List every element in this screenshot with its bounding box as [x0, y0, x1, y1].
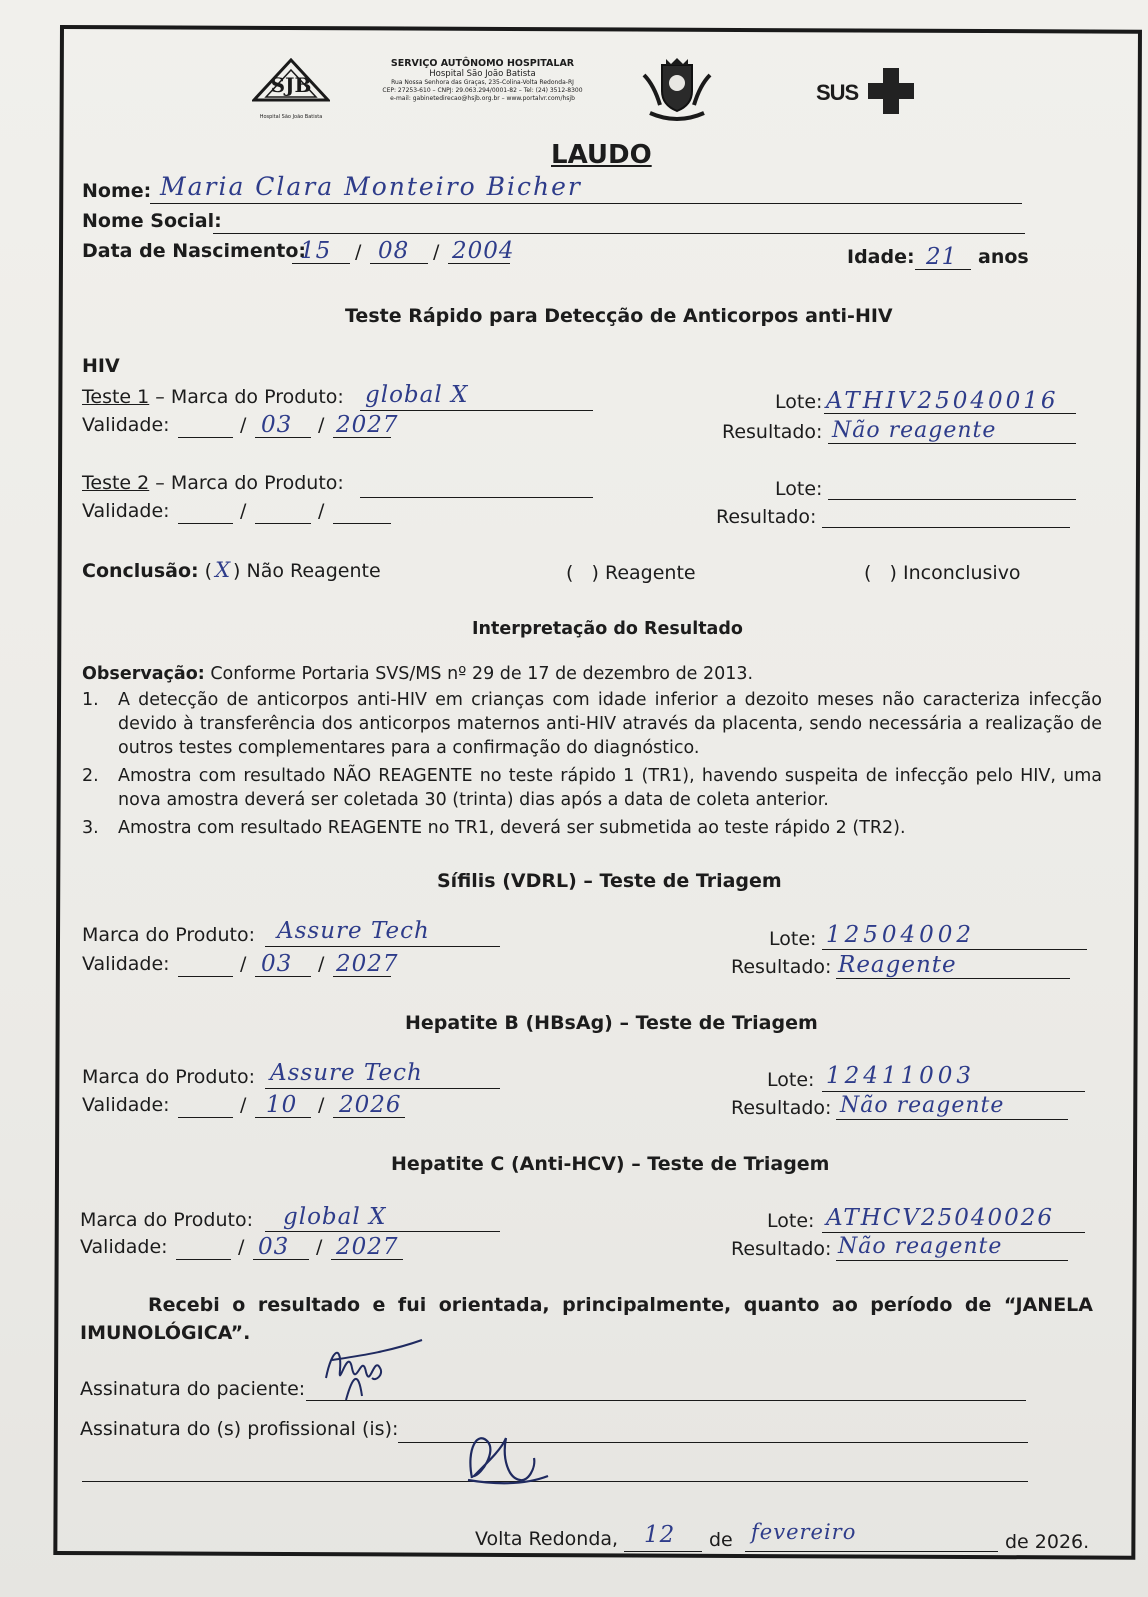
hepb-brand-label: Marca do Produto: — [82, 1066, 256, 1088]
footer-month-line — [745, 1551, 998, 1552]
test2-val-year-line — [333, 523, 391, 524]
page-title: LAUDO — [551, 140, 652, 170]
slash: / — [316, 1236, 323, 1258]
test2-label-row — [82, 472, 344, 494]
observation-line — [82, 664, 753, 684]
hepc-brand-label: Marca do Produto: — [80, 1209, 254, 1231]
checkbox-nao-reagente[interactable]: ( X ) — [204, 558, 241, 582]
interpretation-title: Interpretação do Resultado — [472, 619, 743, 639]
sifilis-lot-line — [822, 949, 1087, 950]
checkbox-reagente[interactable]: ( ) Reagente — [566, 562, 696, 584]
sifilis-brand-label: Marca do Produto: — [82, 924, 256, 946]
sus-logo — [816, 68, 926, 118]
hepb-validity-label: Validade: — [82, 1094, 170, 1116]
name-line — [150, 203, 1022, 204]
test1-label-row — [82, 386, 344, 408]
statement-line-1: Recebi o resultado e fui orientada, principalmente, quanto ao período de “JANELA — [148, 1294, 1093, 1316]
hepc-val-month: 03 — [258, 1234, 290, 1260]
city-coat-of-arms — [636, 55, 718, 123]
logo-caption: Hospital São João Batista — [259, 114, 323, 120]
org-name: SERVIÇO AUTÔNOMO HOSPITALAR — [390, 58, 575, 69]
conclusion-row — [82, 558, 381, 582]
hospital-logo — [252, 58, 330, 120]
footer-day: 12 — [644, 1522, 676, 1548]
hepc-title: Hepatite C (Anti-HCV) – Teste de Triagem — [391, 1153, 830, 1175]
hepb-result-line — [836, 1119, 1068, 1120]
test2-validity-label: Validade: — [82, 500, 170, 522]
footer-year: de 2026. — [1005, 1531, 1090, 1553]
test2-result-label: Resultado: — [716, 506, 817, 528]
sifilis-title: Sífilis (VDRL) – Teste de Triagem — [437, 870, 782, 892]
hepb-val-day-line — [178, 1117, 233, 1118]
hepb-lot-label: Lote: — [767, 1069, 815, 1091]
observation-item-2 — [82, 764, 1102, 812]
observation-label: Observação: — [82, 664, 205, 684]
test1-brand-label: – Marca do Produto: — [149, 386, 344, 408]
hepc-val-year: 2027 — [336, 1234, 399, 1260]
sifilis-val-year: 2027 — [336, 951, 399, 977]
sifilis-validity-label: Validade: — [82, 953, 170, 975]
sifilis-val-day-line — [178, 976, 233, 977]
slash: / — [355, 241, 362, 263]
sifilis-result-line — [836, 978, 1070, 979]
professional-signature-label: Assinatura do (s) profissional (is): — [80, 1418, 399, 1440]
svg-text:SJB: SJB — [270, 73, 312, 97]
observation-text: Conforme Portaria SVS/MS nº 29 de 17 de dezembro de 2013. — [204, 664, 754, 684]
hepb-val-month: 10 — [266, 1092, 298, 1118]
hepb-lot-line — [822, 1091, 1085, 1092]
birth-month: 08 — [378, 238, 410, 264]
test1-result: Não reagente — [832, 418, 997, 443]
test1-val-day-line — [178, 437, 233, 438]
slash: / — [240, 953, 247, 975]
test1-brand: global X — [365, 382, 469, 408]
test1-brand-line — [360, 410, 593, 411]
patient-signature-label: Assinatura do paciente: — [80, 1378, 306, 1400]
test2-result-line — [822, 527, 1070, 528]
hepb-lot: 12411003 — [826, 1063, 976, 1089]
option-reagente: Reagente — [604, 562, 696, 584]
name-label: Nome: — [82, 180, 152, 202]
observation-item-1 — [82, 688, 1102, 760]
test1-label: Teste 1 — [82, 386, 150, 408]
item-line: devido à transferência dos anticorpos maternos anti-HIV através da placenta, sendo necessária a realização de — [118, 714, 1102, 734]
age-unit: anos — [978, 246, 1029, 268]
slash: / — [238, 1236, 245, 1258]
test1-result-line — [828, 443, 1076, 444]
birth-year: 2004 — [452, 238, 515, 264]
test1-validity-label: Validade: — [82, 414, 170, 436]
age-value: 21 — [926, 244, 958, 270]
test1-lot-label: Lote: — [775, 391, 823, 413]
test1-lot: ATHIV25040016 — [826, 388, 1059, 414]
option-nao-reagente: Não Reagente — [246, 560, 381, 582]
hepc-brand: global X — [283, 1204, 387, 1230]
hepc-result-label: Resultado: — [731, 1238, 832, 1260]
test2-lot-label: Lote: — [775, 478, 823, 500]
sifilis-val-month: 03 — [261, 951, 293, 977]
social-name-label: Nome Social: — [82, 210, 222, 232]
age-label: Idade: — [847, 246, 915, 268]
slash: / — [240, 1094, 247, 1116]
slash: / — [240, 414, 247, 436]
sifilis-lot: 12504002 — [826, 922, 976, 948]
slash: / — [318, 1094, 325, 1116]
patient-signature — [318, 1338, 428, 1408]
item-number: 2. — [82, 766, 99, 786]
hospital-name: Hospital São João Batista — [429, 69, 536, 79]
sifilis-result-label: Resultado: — [731, 956, 832, 978]
hospital-contact: CEP: 27253-610 – CNPJ: 29.063.294/0001-82 – Tel: (24) 3512-8300 — [382, 87, 583, 94]
patient-name: Maria Clara Monteiro Bicher — [160, 172, 582, 201]
hepc-result: Não reagente — [838, 1234, 1003, 1259]
sifilis-brand: Assure Tech — [277, 918, 430, 944]
hospital-email: e-mail: gabinetedirecao@hsjb.org.br – www.portalvr.com/hsjb — [390, 95, 575, 102]
header-text — [340, 58, 625, 103]
hepb-result: Não reagente — [840, 1093, 1005, 1118]
test1-val-month: 03 — [261, 412, 293, 438]
item-line: nova amostra deverá ser coletada 30 (trinta) dias após a data de coleta anterior. — [118, 790, 829, 810]
test2-lot-line — [828, 499, 1076, 500]
hiv-heading: HIV — [82, 355, 120, 377]
hospital-address: Rua Nossa Senhora das Graças, 235-Colina-Volta Redonda-RJ — [391, 79, 574, 86]
hepb-title: Hepatite B (HBsAg) – Teste de Triagem — [405, 1012, 818, 1034]
professional-signature — [462, 1428, 554, 1488]
item-line: Amostra com resultado NÃO REAGENTE no teste rápido 1 (TR1), havendo suspeita de infecção pelo HIV, uma — [118, 766, 1102, 786]
checkbox-inconclusivo[interactable]: ( ) Inconclusivo — [864, 562, 1021, 584]
birth-day: 15 — [300, 238, 332, 264]
birth-label: Data de Nascimento: — [82, 240, 306, 262]
sus-cross-icon — [868, 68, 914, 114]
slash: / — [318, 414, 325, 436]
item-line: Amostra com resultado REAGENTE no TR1, deverá ser submetida ao teste rápido 2 (TR2). — [118, 818, 906, 838]
footer-month: fevereiro — [751, 1520, 857, 1544]
footer-day-line — [624, 1551, 702, 1552]
professional-signature-line-2 — [82, 1481, 1028, 1482]
hepc-lot-line — [822, 1232, 1085, 1233]
observation-item-3 — [82, 816, 1102, 840]
slash: / — [240, 500, 247, 522]
slash: / — [433, 241, 440, 263]
test1-val-year: 2027 — [336, 412, 399, 438]
item-number: 3. — [82, 818, 99, 838]
item-number: 1. — [82, 690, 99, 710]
test1-result-label: Resultado: — [722, 421, 823, 443]
test2-brand-label: – Marca do Produto: — [149, 472, 344, 494]
test2-brand-line — [360, 497, 593, 498]
footer-de: de — [709, 1529, 733, 1551]
statement-line-2: IMUNOLÓGICA”. — [80, 1322, 251, 1344]
sifilis-result: Reagente — [838, 952, 957, 978]
item-line: outros testes complementares para a confirmação do diagnóstico. — [118, 738, 700, 758]
test2-val-month-line — [255, 523, 311, 524]
hepc-lot: ATHCV25040026 — [826, 1205, 1055, 1231]
hepc-val-day-line — [176, 1259, 231, 1260]
test2-label: Teste 2 — [82, 472, 150, 494]
social-name-line — [213, 233, 1025, 234]
sus-text: SUS — [816, 80, 859, 105]
hepb-brand-line — [265, 1088, 500, 1089]
hepb-val-year: 2026 — [339, 1092, 402, 1118]
hepb-brand: Assure Tech — [270, 1060, 423, 1086]
sifilis-brand-line — [265, 946, 500, 947]
hepb-result-label: Resultado: — [731, 1097, 832, 1119]
slash: / — [318, 500, 325, 522]
option-inconclusivo: Inconclusivo — [902, 562, 1021, 584]
test2-val-day-line — [178, 523, 233, 524]
item-line: A detecção de anticorpos anti-HIV em crianças com idade inferior a dezoito meses não caracteriza infecção — [118, 690, 1102, 710]
conclusion-label: Conclusão: — [82, 560, 199, 582]
sifilis-lot-label: Lote: — [769, 928, 817, 950]
hepc-validity-label: Validade: — [80, 1236, 168, 1258]
footer-city: Volta Redonda, — [475, 1528, 619, 1550]
conclusion-check-mark: X — [215, 558, 231, 582]
slash: / — [318, 953, 325, 975]
hepc-lot-label: Lote: — [767, 1210, 815, 1232]
hepc-brand-line — [265, 1231, 500, 1232]
hiv-section-title: Teste Rápido para Detecção de Anticorpos anti-HIV — [345, 305, 893, 327]
hepc-result-line — [836, 1260, 1068, 1261]
